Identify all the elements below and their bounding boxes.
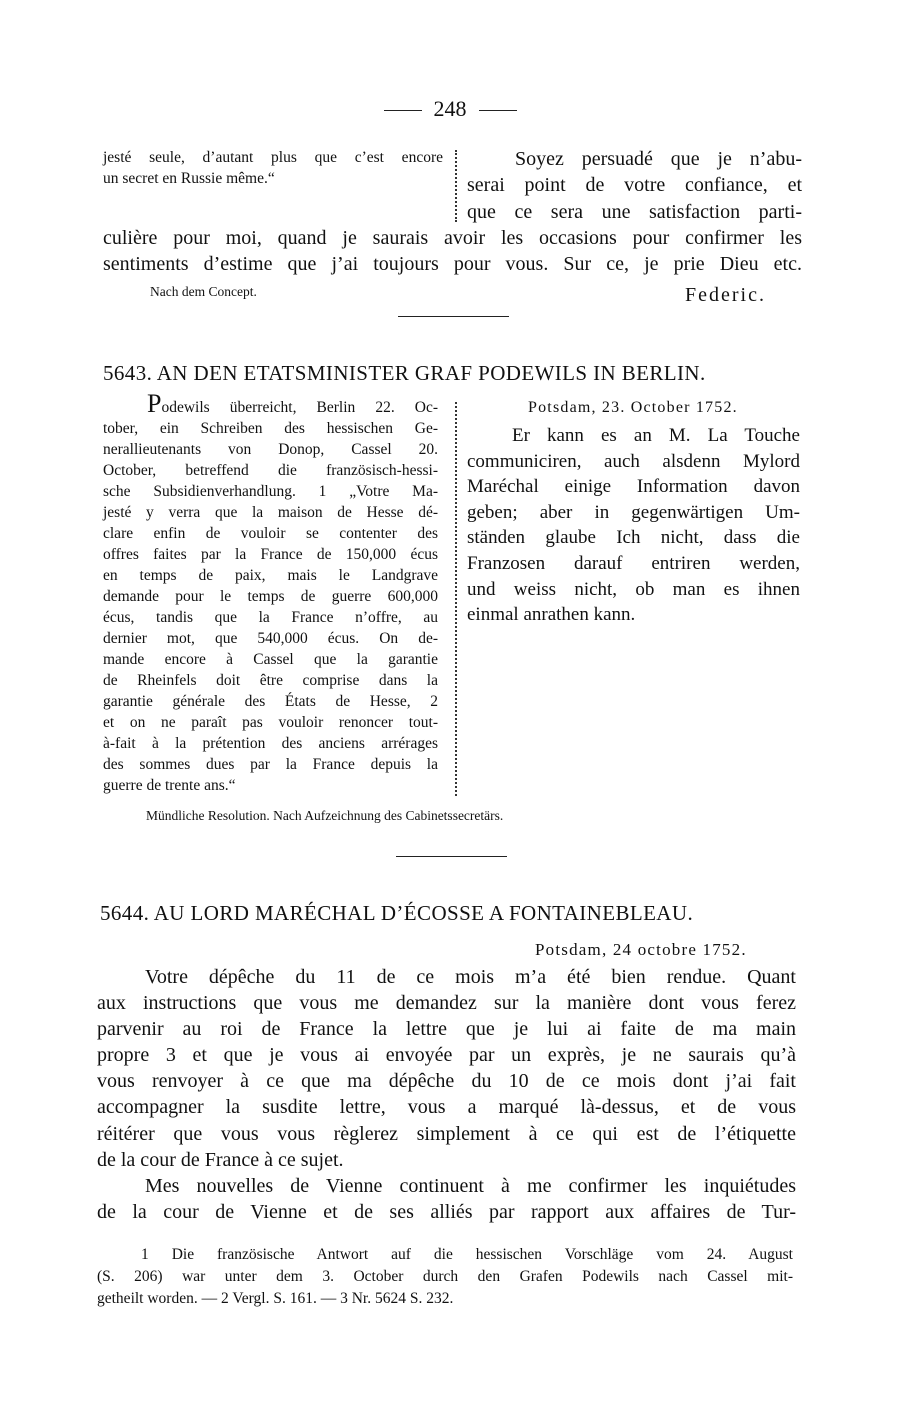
text-line: offres faites par la France de 150,000 écus: [103, 546, 438, 563]
text-line: [103, 389, 438, 418]
text-line: aux instructions que vous me demandez sur la manière dont vous ferez: [97, 992, 796, 1015]
text-line: einmal anrathen kann.: [467, 604, 636, 626]
page-number-dash-right: [479, 110, 517, 111]
text-line: propre 3 et que je vous ai envoyée par un exprès, je ne saurais qu’à: [97, 1044, 796, 1067]
text-line: jesté y verra que la maison de Hesse dé-: [103, 504, 438, 521]
text-line: mande encore à Cassel que la garantie: [103, 651, 438, 668]
text-line: demande pour le temps de guerre 600,000: [103, 588, 438, 605]
text-line: et on ne paraît pas vouloir renoncer tout-: [103, 714, 438, 731]
text-line: garantie générale des États de Hesse, 2: [103, 693, 438, 710]
text-line: clare enfin de vouloir se contenter des: [103, 525, 438, 542]
prev-left-col: [103, 147, 443, 189]
text-line: October, betreffend die französisch-hessi-: [103, 462, 438, 479]
text-line: en temps de paix, mais le Landgrave: [103, 567, 438, 584]
text-line: parvenir au roi de France la lettre que je lui ai faite de ma main: [97, 1018, 796, 1041]
text-line-rest: odewils überreicht, Berlin 22. Oc-: [161, 399, 438, 416]
resolution-col: [467, 423, 800, 628]
signature: Federic.: [685, 284, 766, 306]
source-5643: Mündliche Resolution. Nach Aufzeichnung des Cabinetssecretärs.: [146, 808, 504, 823]
text-line: à-fait à la prétention des anciens arrérages: [103, 735, 438, 752]
text-line: de la cour de France à ce sujet.: [97, 1148, 344, 1171]
prev-source: Nach dem Concept.: [150, 284, 257, 299]
text-line: ständen glaube Ich nicht, dass die: [467, 527, 800, 549]
text-line: écus, tandis que la France n’offre, au: [103, 609, 438, 626]
text-line: communiciren, auch alsdenn Mylord: [467, 450, 800, 472]
column-divider-top: [455, 150, 457, 222]
text-line: de la cour de Vienne et de ses alliés par rapport aux affaires de Tur-: [97, 1200, 796, 1223]
text-line: nerallieutenants von Donop, Cassel 20.: [103, 441, 438, 458]
letter-heading-5644: 5644. AU LORD MARÉCHAL D’ÉCOSSE A FONTAINEBLEAU.: [100, 901, 694, 925]
text-line: un secret en Russie même.“: [103, 170, 275, 187]
text-line: Soyez persuadé que je n’abu-: [515, 148, 802, 170]
separator-rule: [396, 856, 507, 857]
dateline-5643: Potsdam, 23. October 1752.: [528, 399, 738, 416]
text-line: tober, ein Schreiben des hessischen Ge-: [103, 420, 438, 437]
page-number-text: 248: [433, 96, 467, 121]
dateline-5644: Potsdam, 24 octobre 1752.: [535, 940, 747, 959]
footnotes: [97, 1244, 793, 1310]
page-number: [0, 96, 900, 122]
text-line: accompagner la susdite lettre, vous a marqué là-dessus, et de vous: [97, 1096, 796, 1119]
body-5644: [97, 964, 796, 1225]
text-line: guerre de trente ans.“: [103, 777, 236, 794]
drop-initial: P: [147, 389, 162, 418]
text-line-rest: Votre dépêche du 11 de ce mois m’a été bien rendue. Quant: [145, 966, 796, 988]
footnote-line: (S. 206) war unter dem 3. October durch den Grafen Podewils nach Cassel mit-: [97, 1268, 793, 1285]
text-line: sche Subsidienverhandlung. 1 „Votre Ma-: [103, 483, 438, 500]
separator-rule: [398, 316, 509, 317]
text-line: [97, 964, 796, 990]
column-divider: [455, 402, 457, 796]
prev-full-lines: [103, 225, 802, 278]
text-line: [467, 423, 800, 449]
text-line: sentiments d’estime que j’ai toujours pour vous. Sur ce, je prie Dieu etc.: [103, 253, 802, 276]
text-line: dernier mot, que 540,000 écus. On de-: [103, 630, 438, 647]
text-line: culière pour moi, quand je saurais avoir les occasions pour confirmer les: [103, 227, 802, 249]
text-line: serai point de votre confiance, et: [467, 174, 802, 197]
summary-col: [103, 389, 438, 796]
text-line: und weiss nicht, ob man es ihnen: [467, 578, 800, 600]
text-line: réitérer que vous vous règlerez simplement à ce qui est de l’étiquette: [97, 1122, 796, 1145]
text-line: que ce sera une satisfaction parti-: [467, 200, 802, 223]
footnote-line: getheilt worden. — 2 Vergl. S. 161. — 3 Nr. 5624 S. 232.: [97, 1290, 454, 1307]
text-line: Maréchal einige Information davon: [467, 476, 800, 498]
text-line: de Rheinfels doit être comprise dans la: [103, 672, 438, 689]
text-line: vous renvoyer à ce que ma dépêche du 10 de ce mois dont j’ai fait: [97, 1070, 796, 1093]
footnote-line: 1 Die französische Antwort auf die hessischen Vorschläge vom 24. August: [141, 1246, 793, 1263]
text-line: des sommes dues par la France depuis la: [103, 756, 438, 773]
prev-right-col: [467, 146, 802, 225]
page-number-dash-left: [384, 110, 422, 111]
text-line: geben; aber in gegenwärtigen Um-: [467, 501, 800, 523]
text-line-rest: Er kann es an M. La Touche: [512, 425, 800, 446]
text-line: Mes nouvelles de Vienne continuent à me confirmer les inquiétudes: [145, 1174, 796, 1197]
text-line: Franzosen darauf entriren werden,: [467, 552, 800, 574]
text-line: jesté seule, d’autant plus que c’est encore: [103, 149, 443, 166]
letter-heading-5643: 5643. AN DEN ETATSMINISTER GRAF PODEWILS IN BERLIN.: [103, 361, 706, 385]
